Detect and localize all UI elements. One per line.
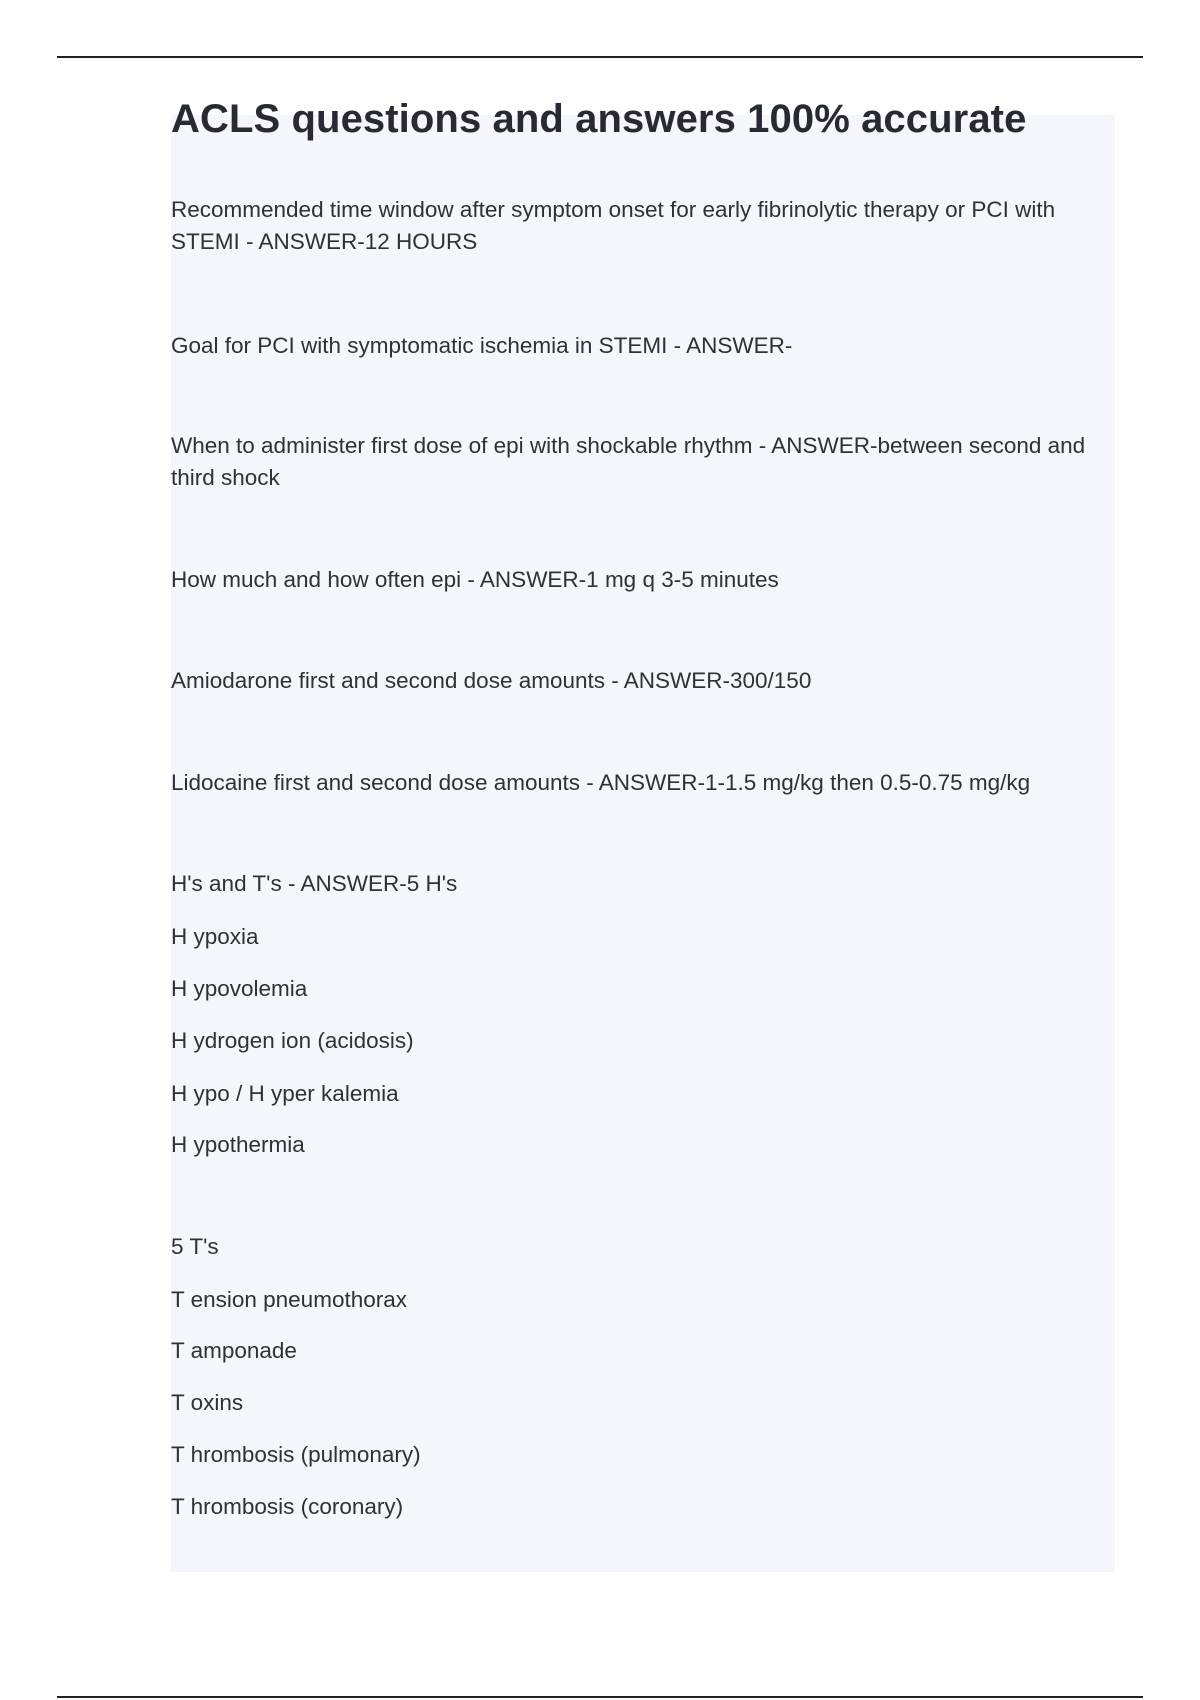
- qa-item: How much and how often epi - ANSWER-1 mg q 3-5 minutes: [171, 567, 779, 592]
- qa-item: Lidocaine first and second dose amounts - ANSWER-1-1.5 mg/kg then 0.5-0.75 mg/kg: [171, 770, 1031, 795]
- h-list-item: H ypo / H yper kalemia: [171, 1081, 399, 1106]
- t-list-item: T hrombosis (coronary): [171, 1494, 404, 1519]
- h-list-item: H ypoxia: [171, 924, 259, 949]
- h-list-item: H ydrogen ion (acidosis): [171, 1028, 414, 1053]
- hs-ts-intro: H's and T's - ANSWER-5 H's: [171, 871, 458, 896]
- qa-item: Recommended time window after symptom onset for early fibrinolytic therapy or PCI with STEMI - ANSWER-12 HOURS: [171, 197, 1056, 254]
- qa-item: When to administer first dose of epi with shockable rhythm - ANSWER-between second and third shock: [171, 433, 1086, 490]
- bottom-rule: [57, 1696, 1143, 1698]
- qa-item: Goal for PCI with symptomatic ischemia in STEMI - ANSWER-: [171, 333, 793, 358]
- t-list-item: T oxins: [171, 1390, 244, 1415]
- t-list-item: T ension pneumothorax: [171, 1287, 407, 1312]
- document-title: ACLS questions and answers 100% accurate: [171, 97, 1027, 141]
- qa-item: Amiodarone first and second dose amounts - ANSWER-300/150: [171, 668, 812, 693]
- top-rule: [57, 56, 1143, 58]
- t-list-intro: 5 T's: [171, 1234, 219, 1259]
- t-list-item: T hrombosis (pulmonary): [171, 1442, 421, 1467]
- t-list-item: T amponade: [171, 1338, 297, 1363]
- h-list-item: H ypothermia: [171, 1132, 305, 1157]
- h-list-item: H ypovolemia: [171, 976, 308, 1001]
